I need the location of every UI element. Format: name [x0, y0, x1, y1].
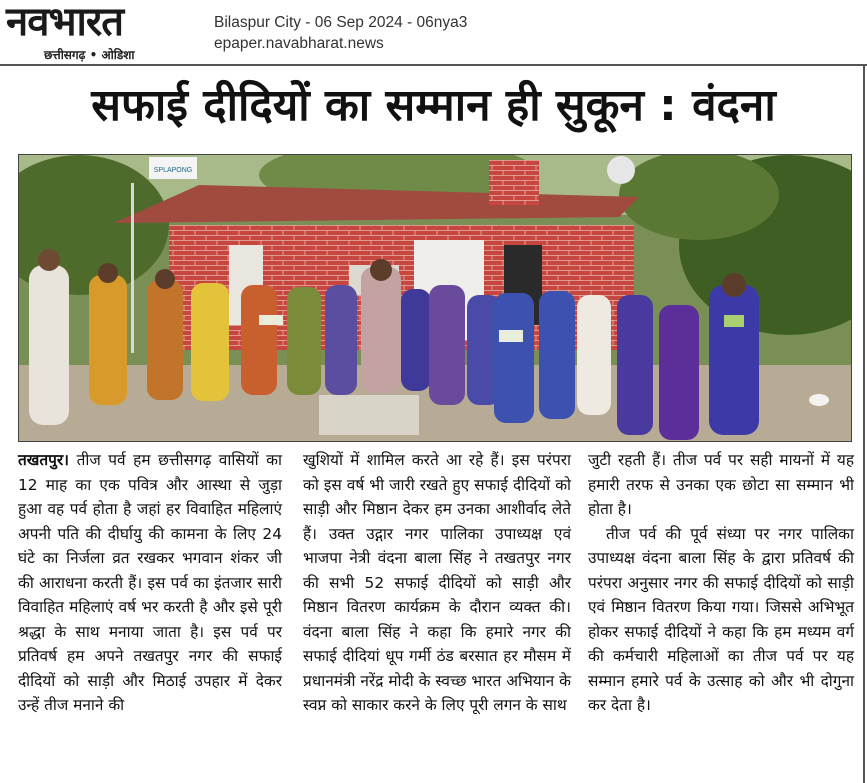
article-column-1	[18, 448, 282, 718]
article-column-2	[303, 448, 571, 718]
logo-subtitle: छत्तीसगढ़ • ओडिशा	[44, 48, 135, 62]
edition-line: Bilaspur City - 06 Sep 2024 - 06nya3	[214, 14, 468, 31]
article-headline: सफाई दीदियों का सम्मान ही सुकून : वंदना	[91, 80, 776, 131]
photo-illustration	[19, 155, 851, 441]
article-body	[18, 448, 856, 778]
newspaper-logo	[0, 0, 202, 62]
photo-sign-text: SPLAPONG	[153, 167, 193, 174]
column-1-text: तीज पर्व हम छत्तीसगढ़ वासियों का 12 माह का एक पवित्र और आस्था से जुड़ा हुआ वह पर्व होता है जहां हर विवाहित महिलाएं अपनी पति की दीर्घायु की कामना के लिए 24 घंटे का निर्जला व्रत रखकर भगवान शंकर जी की आराधना करती हैं। इस पर्व का इंतजार सारी विवाहित महिलाएं वर्ष भर करती है और इसे पूरी श्रद्धा के साथ मनाया जाता है। इस पर्व पर प्रतिवर्ष हम अपने तखतपुर नगर की सफाई दीदियों को साड़ी और मिठाई उपहार में देकर उन्हें तीज मनाने की	[18, 451, 282, 714]
epaper-site: epaper.navabharat.news	[214, 35, 384, 52]
dateline: तखतपुर।	[18, 451, 70, 469]
article-photo	[18, 154, 852, 442]
top-rule	[0, 64, 867, 66]
article-column-3	[588, 448, 854, 718]
column-3-paragraph-1: जुटी रहती हैं। तीज पर्व पर सही मायनों में यह हमारी तरफ से उनका एक छोटा सा सम्मान भी होता है।	[588, 451, 854, 518]
right-rule	[863, 64, 865, 783]
edition-info	[214, 12, 467, 54]
logo-wordmark: नवभारत	[6, 0, 124, 45]
column-3-paragraph-2: तीज पर्व की पूर्व संध्या पर नगर पालिका उपाध्यक्ष वंदना बाला सिंह के द्वारा प्रतिवर्ष की परंपरा अनुसार नगर की सफाई दीदियों को साड़ी एवं मिष्ठान वितरण किया गया। जिससे अभिभूत होकर सफाई दीदियों ने कहा कि हम मध्यम वर्ग की कर्मचारी महिलाओं का तीज पर्व पर यह सम्मान हमारे पर्व के उत्साह को और भी दोगुना कर देता है।	[588, 524, 854, 714]
masthead	[0, 0, 867, 62]
column-2-text: खुशियों में शामिल करते आ रहे हैं। इस परंपरा को इस वर्ष भी जारी रखते हुए सफाई दीदियों को साड़ी और मिष्ठान देकर हम उनका आशीर्वाद लेते हैं। उक्त उद्गार नगर पालिका उपाध्यक्ष एवं भाजपा नेत्री वंदना बाला सिंह ने तखतपुर नगर की सभी 52 सफाई दीदियों को साड़ी और मिष्ठान वितरण कार्यक्रम के दौरान व्यक्त की। वंदना बाला सिंह ने कहा कि हमारे नगर की सफाई दीदियां धूप गर्मी ठंड बरसात हर मौसम में प्रधानमंत्री नरेंद्र मोदी के स्वच्छ भारत अभियान के स्वप्न को साकार करने के लिए पूरी लगन के साथ	[303, 451, 571, 714]
